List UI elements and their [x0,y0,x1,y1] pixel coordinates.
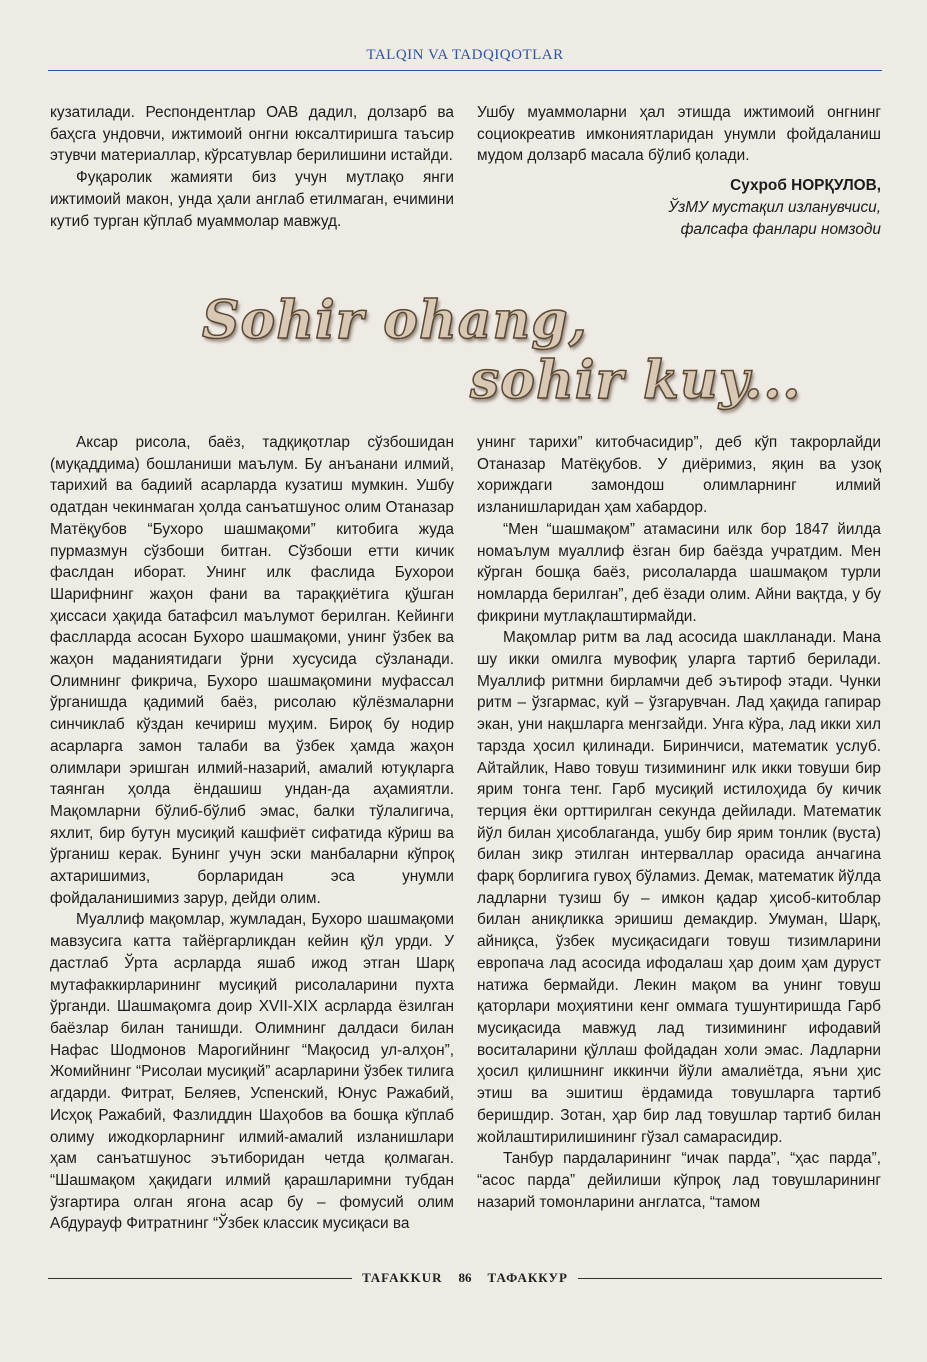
page-number: 86 [458,1270,472,1285]
paragraph: Мақомлар ритм ва лад асосида шаклланади. Мана шу икки омилга мувофиқ уларга тартиб берилади. Муаллиф ритмни бирламчи деб эътироф этади. Чунки ритм – ўзгармас, куй – ўзгарувчан. Лад ҳақида гапирар экан, уни нақшларга менгзайди. Унга кўра, лад икки хил тарзда ҳосил қилинади. Биринчиси, математик услуб. Айтайлик, Наво товуш тизимининг илк икки товуши бир ярим тонга тенг. Гарб мусиқий истилоҳида бу кичик терция ёки орттирилган секунда дейилади. Математик йўл билан ҳисоблаганда, ушбу бир ярим тонлик (вуста) билан зикр этилган интерваллар орасида анчагина фарқ борлигига гувоҳ бўламиз. Демак, математик йўлда ладларни тузиш бу – имкон қадар ҳисоб-китоблар билан аниқликка эришиш демакдир. Умуман, Шарқ, айниқса, ўзбек мусиқасидаги товуш тизимларини европача лад асосида ифодалаш ҳар доим ҳам дуруст натижа бермайди. Лекин мақом ва унинг товуш қаторлари моҳиятини кенг оммага тушунтиришда Гарб мусиқасида мавжуд лад тизимининг ифодавий воситаларини қўллаш фойдадан холи эмас. Ладларни ҳосил қилишнинг иккинчи йўли амалиётда, яъни ҳис этиш ва эшитиш ёрдамида товушларга тартиб беришдир. Зотан, ҳар бир лад товушлар тартиб билан жойлаштирилишининг гўзал самарасидир. [477,629,881,1146]
section-title: TALQIN VA TADQIQOTLAR [366,47,564,63]
previous-article-right-column [477,102,881,240]
magazine-name-cyrillic: ТАФАККУР [487,1270,568,1285]
paragraph: унинг тарихи” китобчасидир”, деб кўп такрорлайди Отаназар Матёқубов. У диёримиз, яқин ва узоқ хориждаги замондош олимларнинг илмий изланишларидан ҳам хабардор. [477,434,881,517]
paragraph: кузатилади. Респондентлар ОАВ дадил, долзарб ва баҳсга ундовчи, ижтимоий онгни юксалтиришга таъсир этувчи материаллар, кўрсатувлар берилишини истайди. [50,104,454,165]
paragraph: “Мен “шашмақом” атамасини илк бор 1847 йилда номаълум муаллиф ёзган бир баёзда учратдим. Мен кўрган бошқа баёз, рисолаларда шашмақом турли номларда берилган”, деб ёзади олим. Айни вақтда, у бу фикрини мутлақлаштирмайди. [477,520,881,625]
paragraph: Аксар рисола, баёз, тадқиқотлар сўзбошидан (муқаддима) бошланиши маълум. Бу анъанани илмий, тарихий ва бадиий асарларда кузатиш мумкин. Ушбу одатдан чекинмаган ҳолда санъатшунос олим Отаназар Матёқубов “Бухоро шашмақоми” китобига жуда пурмазмун сўзбоши битган. Сўзбоши етти кичик фаслдан иборат. Унинг илк фаслида Бухорои Шарифнинг жаҳон фани ва тараққиётига қўшган ҳиссаси ҳақида батафсил маълумот берилган. Кейинги фаслларда асосан Бухоро шашмақоми, унинг ўзбек ва жаҳон маданиятидаги ўрни хусусида сўзланади. Олимнинг фикрича, Бухоро шашмақомини муфассал ўрганишда қадимий баёз, рисолаю кўлёзмаларни синчиклаб кўздан кечириш муҳим. Бироқ бу нодир асарларга замон талаби ва ўзбек ҳамда жаҳон олимлари эришган илмий-назарий, амалий ютуқларга таянган ҳолда ёндашиш ундан-да аҳамиятли. Мақомларни бўлиб-бўлиб эмас, балки тўлалигича, яхлит, бир бутун мусиқий кашфиёт сифатида кўриш ва ўрганиш керак. Бунинг учун эски манбаларни кўпроқ ахтаришимиз, борларидан эса унумли фойдаланишимиз зарур, дейди олим. [50,434,454,907]
footer-rule-left [48,1278,352,1279]
magazine-name-latin: TAFAKKUR [362,1270,443,1285]
author-degree: фалсафа фанлари номзоди [680,220,881,238]
article-headline-line-1: Sohir ohang, [202,290,588,351]
article-headline-line-2: sohir kuy... [470,350,802,411]
article-left-column [50,432,454,1235]
paragraph: Ушбу муаммоларни ҳал этишда ижтимоий онгнинг социокреатив имкониятларидан унумли фойдаланиш мудом долзарб масала бўлиб қолади. [477,104,881,165]
paragraph: Фуқаролик жамияти биз учун мутлақо янги ижтимоий макон, унда ҳали англаб етилмаган, ечимини кутиб турган кўплаб муаммолар мавжуд. [50,169,454,230]
running-header [48,44,882,71]
footer-rule-right [578,1278,882,1279]
author-signature [477,175,881,240]
paragraph: Танбур пардаларининг “ичак парда”, “ҳас парда”, “асос парда” дейилиши кўпроқ лад товушларининг назарий томонларини англатса, “тамом [477,1150,881,1211]
article-right-column [477,432,881,1213]
running-footer [48,1268,882,1288]
author-name: Сухроб НОРҚУЛОВ, [730,177,881,195]
author-role: ЎзМУ мустақил изланувчиси, [668,198,881,216]
paragraph: Муаллиф мақомлар, жумладан, Бухоро шашмақоми мавзусига катта тайёргарликдан кейин қўл урди. У дастлаб Ўрта асрларда яшаб ижод этган Шарқ мутафаккирларининг мусиқий рисолаларини пухта ўрганди. Шашмақомга доир XVII-XIX асрларда ёзилган баёзлар билан танишди. Олимнинг далдаси билан Нафас Шодмонов Марогийнинг “Мақосид ул-алҳон”, Жомийнинг “Рисолаи мусиқий” асарларини ўзбек тилига агдарди. Фитрат, Беляев, Успенский, Юнус Ражабий, Исҳоқ Ражабий, Фазлиддин Шаҳобов ва бошқа кўплаб олиму ижодкорларнинг илмий-амалий изланишлари ҳам санъатшунос эътиборидан четда қолмаган. “Шашмақом ҳақидаги илмий қарашларимни тубдан ўзгартира олган ягона асар бу – фомусий олим Абдурауф Фитратнинг “Ўзбек классик мусиқаси ва [50,911,454,1233]
previous-article-left-column [50,102,454,232]
